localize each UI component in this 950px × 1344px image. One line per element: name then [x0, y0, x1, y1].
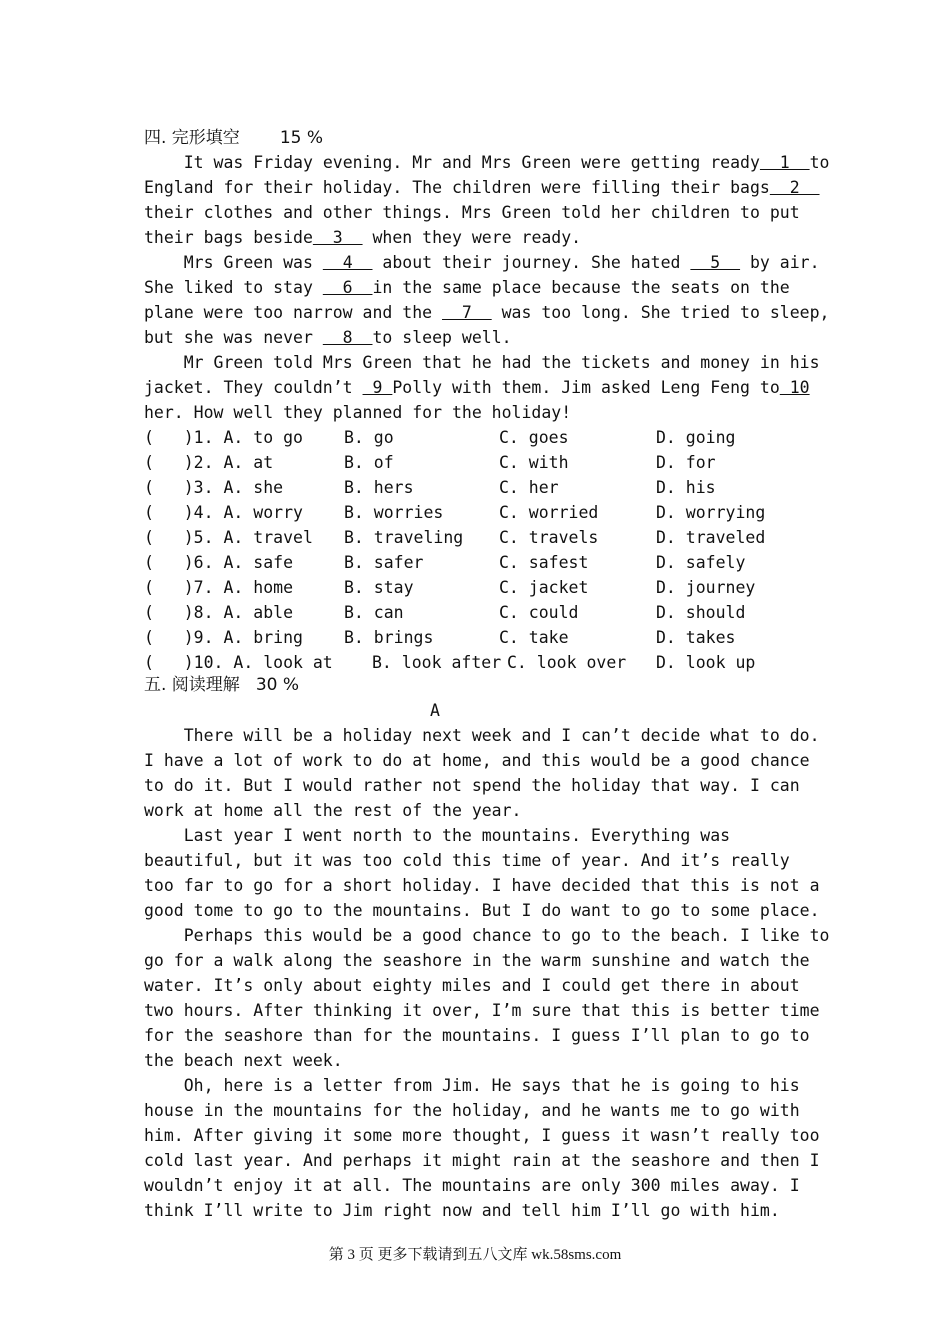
reading-line: water. It’s only about eighty miles and I could get there in about [144, 976, 800, 995]
question-option-b: B. go [344, 428, 394, 447]
question-option-a: ( )4. A. worry [144, 503, 303, 522]
cloze-heading-score: 15 % [279, 128, 324, 148]
reading-line: I have a lot of work to do at home, and this would be a good chance [144, 751, 810, 770]
question-option-a: ( )3. A. she [144, 478, 284, 497]
blank-1: 1 [759, 153, 810, 172]
question-option-b: B. of [344, 453, 394, 472]
question-option-c: C. worried [499, 503, 599, 522]
reading-line: two hours. After thinking it over, I’m sure that this is better time [144, 1001, 820, 1020]
question-option-a: ( )7. A. home [144, 578, 294, 597]
question-10-option-c: C. look over [507, 653, 627, 672]
reading-line: There will be a holiday next week and I can’t decide what to do. [144, 726, 820, 745]
cloze-paragraph-1-line-4: their bags beside 3 when they were ready. [144, 228, 582, 247]
question-option-d: D. should [656, 603, 746, 622]
question-10-option-b: B. look after [372, 653, 502, 672]
blank-3: 3 [312, 228, 363, 247]
question-10-option-d: D. look up [656, 653, 756, 672]
question-option-d: D. worrying [656, 503, 766, 522]
reading-line: wouldn’t enjoy it at all. The mountains are only 300 miles away. I [144, 1176, 800, 1195]
reading-heading [144, 673, 299, 698]
question-option-b: B. brings [344, 628, 434, 647]
question-option-a: ( )1. A. to go [144, 428, 303, 447]
question-option-c: C. jacket [499, 578, 589, 597]
reading-line: to do it. But I would rather not spend the holiday that way. I can [144, 776, 800, 795]
question-option-d: D. going [656, 428, 736, 447]
question-option-a: ( )9. A. bring [144, 628, 303, 647]
question-option-b: B. safer [344, 553, 424, 572]
cloze-paragraph-1-line-1: It was Friday evening. Mr and Mrs Green were getting ready 1 to [183, 153, 830, 172]
cloze-paragraph-2-line-4: but she was never 8 to sleep well. [144, 328, 512, 347]
question-option-a: ( )8. A. able [144, 603, 294, 622]
question-option-b: B. worries [344, 503, 444, 522]
question-option-c: C. could [499, 603, 579, 622]
question-option-d: D. journey [656, 578, 756, 597]
reading-line: the beach next week. [144, 1051, 343, 1070]
question-option-c: C. with [499, 453, 569, 472]
cloze-paragraph-2-line-3: plane were too narrow and the 7 was too long. She tried to sleep, [144, 303, 830, 322]
reading-line: too far to go for a short holiday. I have decided that this is not a [144, 876, 820, 895]
cloze-heading-title: 四. 完形填空 [144, 128, 240, 148]
question-option-c: C. travels [499, 528, 599, 547]
question-option-d: D. his [656, 478, 716, 497]
question-option-d: D. safely [656, 553, 746, 572]
blank-7: 7 [442, 303, 492, 322]
question-option-c: C. safest [499, 553, 589, 572]
question-option-c: C. goes [499, 428, 569, 447]
question-option-c: C. take [499, 628, 569, 647]
reading-line: go for a walk along the seashore in the warm sunshine and watch the [144, 951, 810, 970]
cloze-paragraph-3-line-1: Mr Green told Mrs Green that he had the tickets and money in his [183, 353, 820, 372]
reading-heading-score: 30 % [255, 675, 300, 695]
cloze-heading [144, 126, 323, 151]
question-option-b: B. stay [344, 578, 414, 597]
reading-line: for the seashore than for the mountains. I guess I’ll plan to go to [144, 1026, 810, 1045]
reading-line: beautiful, but it was too cold this time of year. And it’s really [144, 851, 790, 870]
reading-line: Last year I went north to the mountains. Everything was [144, 826, 731, 845]
blank-8: 8 [322, 328, 373, 347]
question-option-a: ( )5. A. travel [144, 528, 313, 547]
blank-5: 5 [690, 253, 741, 272]
question-option-d: D. traveled [656, 528, 766, 547]
question-option-d: D. takes [656, 628, 736, 647]
reading-line: Oh, here is a letter from Jim. He says that he is going to his [144, 1076, 800, 1095]
cloze-paragraph-2-line-1: Mrs Green was 4 about their journey. She hated 5 by air. [183, 253, 820, 272]
reading-line: good tome to go to the mountains. But I do want to go to some place. [144, 901, 820, 920]
reading-line: Perhaps this would be a good chance to go to the beach. I like to [144, 926, 830, 945]
question-option-b: B. traveling [344, 528, 464, 547]
question-option-a: ( )2. A. at [144, 453, 274, 472]
page-footer: 第 3 页 更多下载请到五八文库 wk.58sms.com [328, 1247, 622, 1263]
cloze-paragraph-1-line-3: their clothes and other things. Mrs Green told her children to put [144, 203, 800, 222]
cloze-paragraph-1-line-2: England for their holiday. The children were filling their bags 2 [144, 178, 820, 197]
question-option-c: C. her [499, 478, 559, 497]
reading-line: work at home all the rest of the year. [144, 801, 522, 820]
blank-2: 2 [769, 178, 820, 197]
question-option-b: B. hers [344, 478, 414, 497]
reading-line: him. After giving it some more thought, I guess it wasn’t really too [144, 1126, 820, 1145]
blank-9: 9 [362, 378, 393, 397]
blank-4: 4 [322, 253, 373, 272]
question-option-a: ( )6. A. safe [144, 553, 294, 572]
cloze-paragraph-2-line-2: She liked to stay 6 in the same place because the seats on the [144, 278, 790, 297]
reading-line: think I’ll write to Jim right now and tell him I’ll go with him. [144, 1201, 780, 1220]
reading-line: house in the mountains for the holiday, and he wants me to go with [144, 1101, 800, 1120]
question-option-b: B. can [344, 603, 404, 622]
cloze-paragraph-3-line-2: jacket. They couldn’t 9 Polly with them. Jim asked Leng Feng to 10 [144, 378, 810, 397]
reading-section-label: A [430, 701, 440, 720]
cloze-paragraph-3-line-3: her. How well they planned for the holiday! [144, 403, 572, 422]
blank-10: 10 [779, 378, 810, 397]
question-option-d: D. for [656, 453, 716, 472]
question-10-option-a: ( )10. A. look at [144, 653, 333, 672]
blank-6: 6 [322, 278, 373, 297]
reading-line: cold last year. And perhaps it might rain at the seashore and then I [144, 1151, 820, 1170]
reading-heading-title: 五. 阅读理解 [144, 675, 240, 695]
